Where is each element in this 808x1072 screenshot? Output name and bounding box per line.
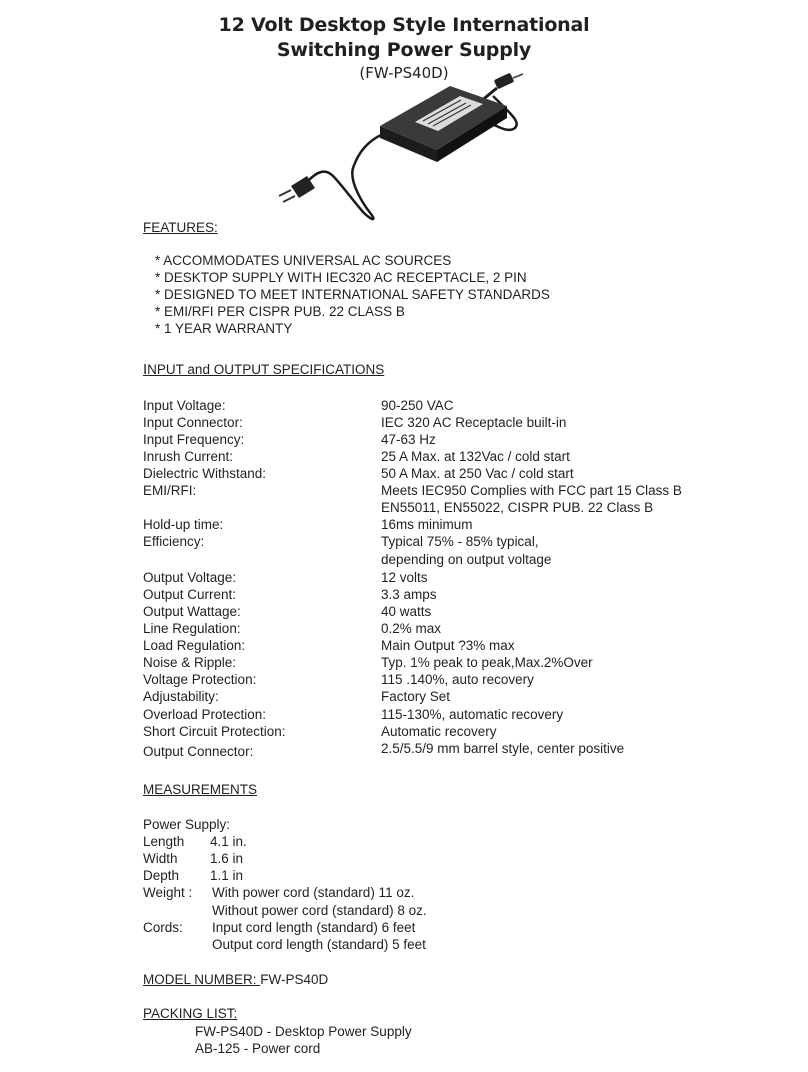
model-number [143, 971, 328, 988]
weight-value: Without power cord (standard) 8 oz. [212, 903, 427, 918]
spec-value: 0.2% max [381, 621, 442, 636]
spec-value: 47-63 Hz [381, 432, 436, 447]
spec-value: 2.5/5.5/9 mm barrel style, center positive [381, 741, 625, 756]
packing-list-item: AB-125 - Power cord [195, 1041, 321, 1056]
packing-list-item: FW-PS40D - Desktop Power Supply [195, 1024, 412, 1039]
cords-value: Output cord length (standard) 5 feet [212, 937, 426, 952]
spec-value: 40 watts [381, 604, 432, 619]
width-value: 1.6 in [210, 851, 244, 866]
feature-item: * ACCOMMODATES UNIVERSAL AC SOURCES [155, 253, 452, 268]
spec-value: 115-130%, automatic recovery [381, 707, 564, 722]
spec-value-continued: depending on output voltage [381, 552, 552, 567]
spec-value: Automatic recovery [381, 724, 497, 739]
depth-value: 1.1 in [210, 868, 244, 883]
spec-label: Output Voltage: [143, 570, 237, 585]
feature-item: * DESIGNED TO MEET INTERNATIONAL SAFETY STANDARDS [155, 287, 550, 302]
length-label: Length [143, 834, 185, 849]
model-subtitle: (FW-PS40D) [359, 64, 449, 82]
spec-value: Typical 75% - 85% typical, [381, 534, 539, 549]
weight-label: Weight : [143, 885, 193, 900]
measurements-heading: MEASUREMENTS [143, 782, 258, 797]
cords-label: Cords: [143, 920, 183, 935]
spec-value: 90-250 VAC [381, 398, 454, 413]
power-supply-label: Power Supply: [143, 817, 231, 832]
spec-value: 16ms minimum [381, 517, 473, 532]
spec-label: Dielectric Withstand: [143, 466, 267, 481]
spec-label: Adjustability: [143, 689, 219, 704]
spec-label: Load Regulation: [143, 638, 246, 653]
length-value: 4.1 in. [210, 834, 247, 849]
spec-value: 25 A Max. at 132Vac / cold start [381, 449, 570, 464]
spec-value: 115 .140%, auto recovery [381, 672, 534, 687]
spec-value: Main Output ?3% max [381, 638, 515, 653]
spec-label: Short Circuit Protection: [143, 724, 286, 739]
spec-value: Typ. 1% peak to peak,Max.2%Over [381, 655, 593, 670]
spec-value: Meets IEC950 Complies with FCC part 15 Class B [381, 483, 682, 498]
spec-label: EMI/RFI: [143, 483, 197, 498]
feature-item: * DESKTOP SUPPLY WITH IEC320 AC RECEPTACLE, 2 PIN [155, 270, 527, 285]
spec-label: Output Wattage: [143, 604, 241, 619]
specs-heading-rest: NPUT and OUTPUT SPECIFICATIONS [147, 362, 385, 377]
spec-label: Input Connector: [143, 415, 243, 430]
page-subtitle: Switching Power Supply [276, 39, 532, 61]
spec-label: Voltage Protection: [143, 672, 257, 687]
cords-value: Input cord length (standard) 6 feet [212, 920, 416, 935]
spec-value-continued: EN55011, EN55022, CISPR PUB. 22 Class B [381, 500, 654, 515]
spec-label: Overload Protection: [143, 707, 267, 722]
feature-item: * 1 YEAR WARRANTY [155, 321, 293, 336]
spec-label: Output Current: [143, 587, 237, 602]
specs-heading [143, 361, 384, 378]
features-heading: FEATURES: [143, 220, 218, 235]
spec-value: 12 volts [381, 570, 428, 585]
specs-heading-initial: I [143, 361, 148, 378]
spec-value: 50 A Max. at 250 Vac / cold start [381, 466, 574, 481]
spec-label: Input Frequency: [143, 432, 245, 447]
spec-label: Line Regulation: [143, 621, 241, 636]
spec-value: Factory Set [381, 689, 451, 704]
width-label: Width [143, 851, 178, 866]
feature-item: * EMI/RFI PER CISPR PUB. 22 CLASS B [155, 304, 405, 319]
spec-label: Efficiency: [143, 534, 205, 549]
page-title: 12 Volt Desktop Style International [218, 14, 590, 36]
spec-label: Inrush Current: [143, 449, 234, 464]
model-number-value: FW-PS40D [260, 972, 329, 987]
spec-label: Hold-up time: [143, 517, 224, 532]
weight-value: With power cord (standard) 11 oz. [212, 885, 415, 900]
spec-label: Noise & Ripple: [143, 655, 237, 670]
depth-label: Depth [143, 868, 180, 883]
model-number-label: MODEL NUMBER: [143, 972, 261, 987]
spec-label: Input Voltage: [143, 398, 226, 413]
spec-label: Output Connector: [143, 744, 254, 759]
spec-value: 3.3 amps [381, 587, 437, 602]
spec-value: IEC 320 AC Receptacle built-in [381, 415, 567, 430]
packing-list-heading: PACKING LIST: [143, 1006, 238, 1021]
power-supply-image [265, 64, 525, 224]
